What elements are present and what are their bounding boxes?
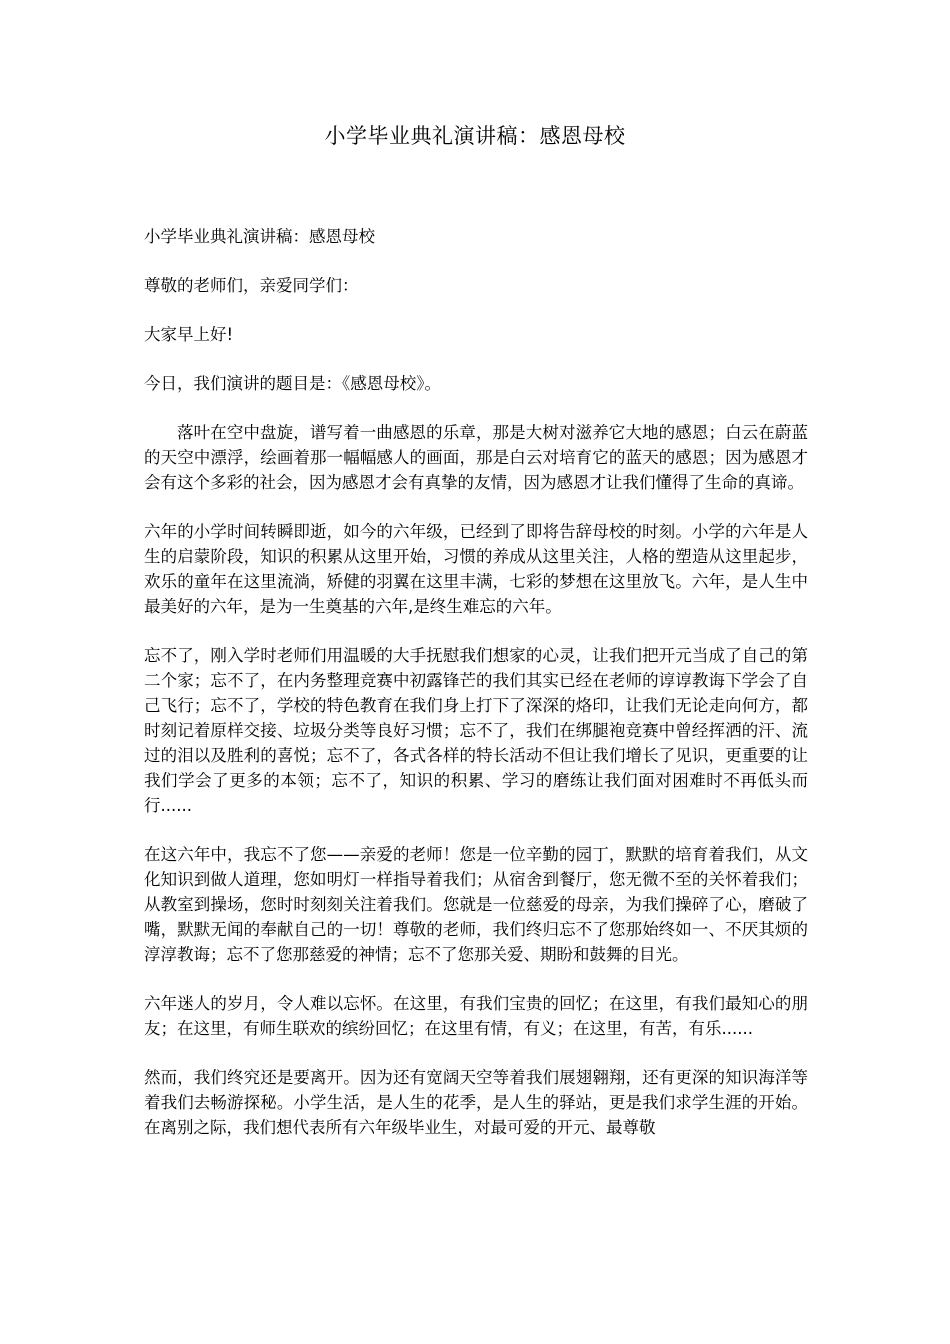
subtitle-paragraph: 小学毕业典礼演讲稿：感恩母校 — [144, 227, 375, 246]
body-paragraph: 然而，我们终究还是要离开。因为还有宽阔天空等着我们展翅翱翔，还有更深的知识海洋等着我们去畅游探秘。小学生活，是人生的花季，是人生的驿站，更是我们求学生涯的开始。在离别之际，我们想代表所有六年级毕业生，对最可爱的开元、最尊敬 — [144, 1068, 808, 1137]
body-paragraph: 六年的小学时间转瞬即逝，如今的六年级，已经到了即将告辞母校的时刻。小学的六年是人生的启蒙阶段，知识的积累从这里开始，习惯的养成从这里关注，人格的塑造从这里起步，欢乐的童年在这里流淌，矫健的羽翼在这里丰满，七彩的梦想在这里放飞。六年，是人生中最美好的六年，是为一生奠基的六年,是终生难忘的六年。 — [144, 522, 808, 616]
body-paragraph: 六年迷人的岁月，令人难以忘怀。在这里，有我们宝贵的回忆；在这里，有我们最知心的朋友；在这里，有师生联欢的缤纷回忆；在这里有情，有义；在这里，有苦，有乐...... — [144, 994, 808, 1038]
body-paragraph: 忘不了，刚入学时老师们用温暖的大手抚慰我们想家的心灵，让我们把开元当成了自己的第二个家；忘不了，在内务整理竞赛中初露锋芒的我们其实已经在老师的谆谆教诲下学会了自己飞行；忘不了，学校的特色教育在我们身上打下了深深的烙印，让我们无论走向何方，都时刻记着原样交接、垃圾分类等良好习惯；忘不了，我们在绑腿袍竞赛中曾经挥洒的汗、流过的泪以及胜利的喜悦；忘不了，各式各样的特长活动不但让我们增长了见识，更重要的让我们学会了更多的本领；忘不了，知识的积累、学习的磨练让我们面对困难时不再低头而行...... — [144, 646, 808, 815]
document-body — [144, 224, 808, 1164]
greeting-paragraph: 大家早上好! — [144, 325, 234, 344]
document-title: 小学毕业典礼演讲稿：感恩母校 — [324, 124, 626, 148]
body-paragraph: 在这六年中，我忘不了您——亲爱的老师！您是一位辛勤的园丁，默默的培育着我们，从文化知识到做人道理，您如明灯一样指导着我们；从宿舍到餐厅，您无微不至的关怀着我们；从教室到操场，您时时刻刻关注着我们。您就是一位慈爱的母亲，为我们操碎了心，磨破了嘴，默默无闻的奉献自己的一切！尊敬的老师，我们终归忘不了您那始终如一、不厌其烦的淳淳教诲；忘不了您那慈爱的神情；忘不了您那关爱、期盼和鼓舞的目光。 — [144, 845, 808, 964]
topic-paragraph: 今日，我们演讲的题目是：《感恩母校》。 — [144, 374, 441, 393]
salutation-paragraph: 尊敬的老师们，亲爱同学们： — [144, 276, 359, 295]
body-paragraph: 落叶在空中盘旋，谱写着一曲感恩的乐章，那是大树对滋养它大地的感恩；白云在蔚蓝的天空中漂浮，绘画着那一幅幅感人的画面，那是白云对培育它的蓝天的感恩；因为感恩才会有这个多彩的社会，因为感恩才会有真挚的友情，因为感恩才让我们懂得了生命的真谛。 — [144, 423, 808, 492]
